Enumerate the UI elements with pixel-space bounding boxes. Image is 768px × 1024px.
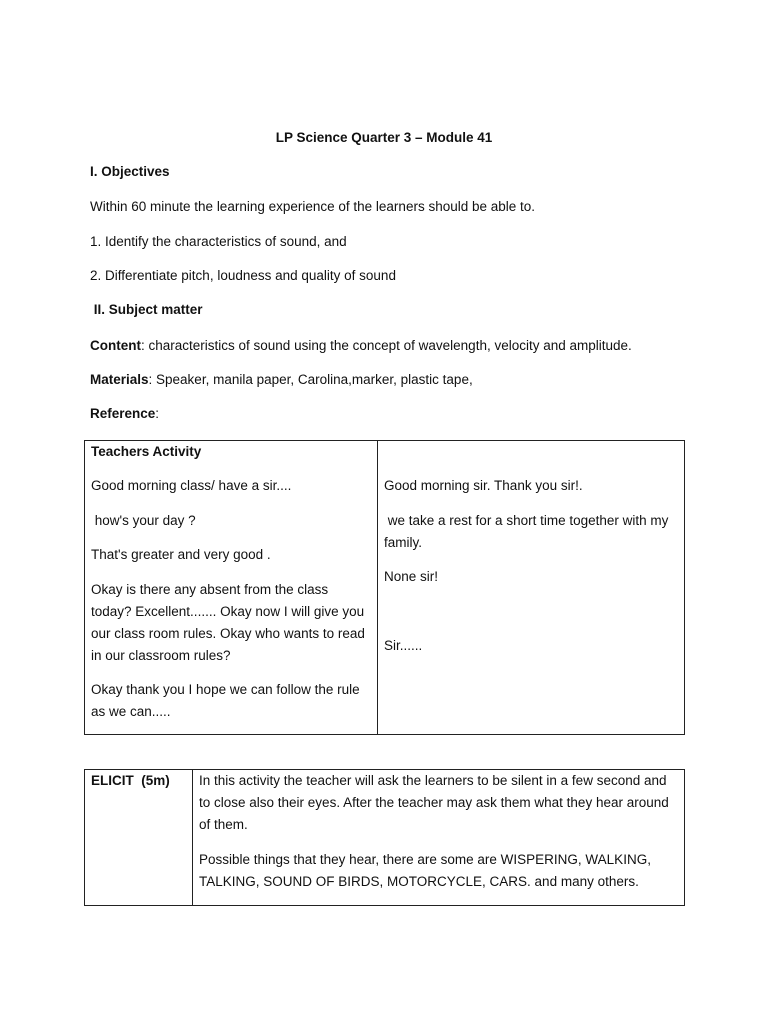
elicit-paragraph: In this activity the teacher will ask the learners to be silent in a few second and to close also their eyes. After the teacher may ask them what they hear around of them. [199, 773, 669, 832]
reference-label: Reference [90, 406, 156, 421]
elicit-label: ELICIT (5m) [91, 773, 170, 788]
teacher-line: Okay is there any absent from the class today? Excellent....... Okay now I will give you our class room rules. Okay who wants to read in our classroom rules? [91, 582, 365, 663]
student-line: we take a rest for a short time together with my family. [384, 513, 673, 550]
content-text: : characteristics of sound using the concept of wavelength, velocity and amplitude. [141, 338, 632, 353]
student-line: None sir! [384, 569, 439, 584]
activity-table [84, 440, 685, 735]
subject-matter-heading: II. Subject matter [90, 302, 203, 317]
student-line: Sir...... [384, 638, 423, 653]
elicit-table [84, 769, 685, 906]
materials-text: : Speaker, manila paper, Carolina,marker, plastic tape, [148, 372, 473, 387]
teacher-line: how's your day ? [91, 513, 196, 528]
content-line [90, 338, 632, 353]
student-response-column [378, 441, 685, 735]
teacher-line: Okay thank you I hope we can follow the rule as we can..... [91, 682, 360, 719]
content-label: Content [90, 338, 141, 353]
teacher-activity-header: Teachers Activity [91, 444, 202, 459]
reference-text: : [155, 406, 160, 421]
objectives-heading: I. Objectives [90, 164, 170, 179]
teacher-line: That's greater and very good . [91, 547, 271, 562]
elicit-description-cell [193, 770, 685, 906]
reference-line [90, 406, 159, 421]
elicit-paragraph: Possible things that they hear, there are some are WISPERING, WALKING, TALKING, SOUND OF BIRDS, MOTORCYCLE, CARS. and many others. [199, 852, 651, 889]
objective-2: 2. Differentiate pitch, loudness and quality of sound [90, 268, 396, 283]
materials-line [90, 372, 473, 387]
objective-1: 1. Identify the characteristics of sound, and [90, 234, 347, 249]
elicit-label-cell [85, 770, 193, 906]
page-title: LP Science Quarter 3 – Module 41 [275, 130, 493, 145]
objectives-intro: Within 60 minute the learning experience of the learners should be able to. [90, 199, 536, 214]
materials-label: Materials [90, 372, 149, 387]
teacher-line: Good morning class/ have a sir.... [91, 478, 292, 493]
student-line: Good morning sir. Thank you sir!. [384, 478, 583, 493]
teacher-activity-column [85, 441, 378, 735]
